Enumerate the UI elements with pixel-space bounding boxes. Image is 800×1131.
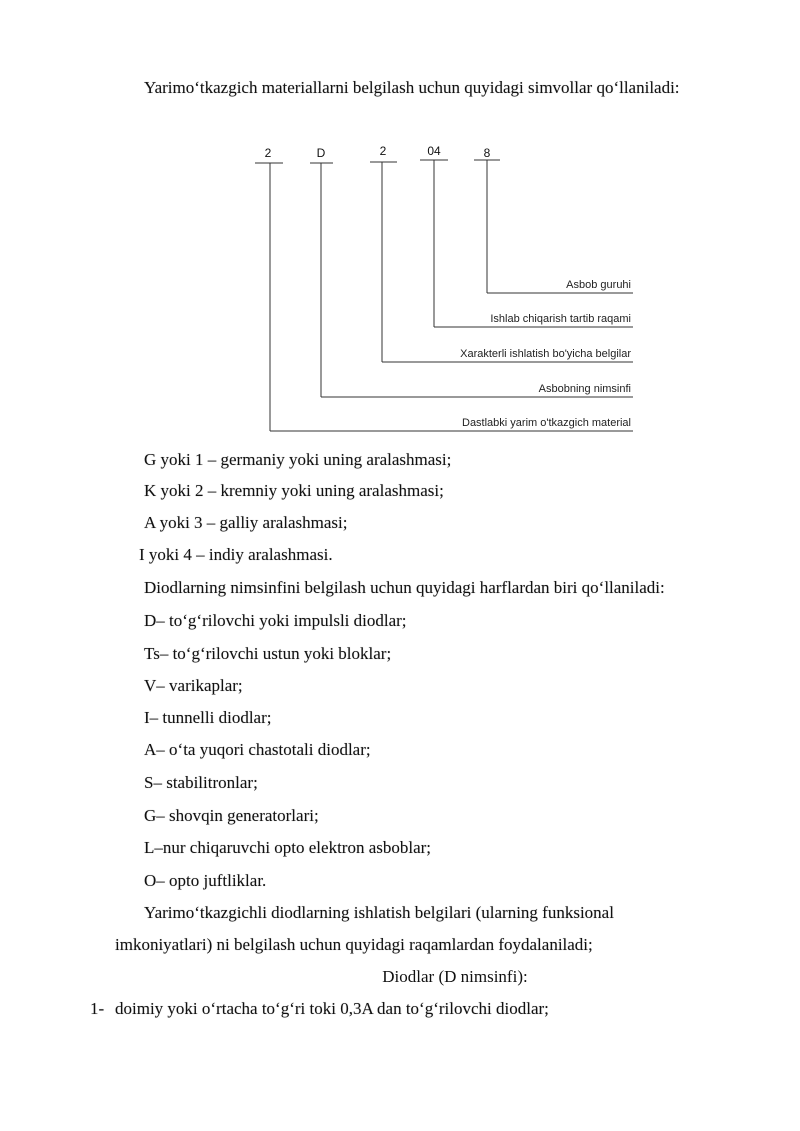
- code-subclass: D: [316, 146, 326, 160]
- material-gallium: A yoki 3 – galliy aralashmasi;: [144, 513, 348, 532]
- subclass-item: Ts– to‘g‘rilovchi ustun yoki bloklar;: [144, 644, 392, 663]
- numbered-item-text: doimiy yoki o‘rtacha to‘g‘ri toki 0,3A dan to‘g‘rilovchi diodlar;: [115, 999, 549, 1018]
- subclass-item: A– o‘ta yuqori chastotali diodlar;: [144, 740, 371, 759]
- label-material: Dastlabki yarim o'tkazgich material: [462, 417, 631, 429]
- marking-diagram: [0, 0, 800, 450]
- usage-paragraph-line1: Yarimo‘tkazgichli diodlarning ishlatish belgilari (ularning funksional: [144, 903, 614, 922]
- subclass-item: I– tunnelli diodlar;: [144, 708, 272, 727]
- material-indium: I yoki 4 – indiy aralashmasi.: [139, 545, 333, 564]
- code-material: 2: [264, 146, 272, 160]
- code-group: 8: [483, 146, 491, 160]
- subclass-item: D– to‘g‘rilovchi yoki impulsli diodlar;: [144, 611, 407, 630]
- subclass-intro: Diodlarning nimsinfini belgilash uchun quyidagi harflardan biri qo‘llaniladi:: [144, 578, 665, 597]
- label-serial: Ishlab chiqarish tartib raqami: [490, 313, 631, 325]
- code-serial: 04: [427, 144, 441, 158]
- subclass-item: O– opto juftliklar.: [144, 871, 267, 890]
- label-usage: Xarakterli ishlatish bo'yicha belgilar: [460, 348, 631, 360]
- usage-paragraph-line2: imkoniyatlari) ni belgilash uchun quyidagi raqamlardan foydalaniladi;: [115, 935, 593, 954]
- section-title: Diodlar (D nimsinfi):: [382, 967, 528, 986]
- intro-text: Yarimo‘tkazgich materiallarni belgilash uchun quyidagi simvollar qo‘llaniladi:: [144, 78, 680, 97]
- subclass-item: V– varikaplar;: [144, 676, 243, 695]
- label-subclass: Asbobning nimsinfi: [538, 383, 631, 395]
- subclass-item: L–nur chiqaruvchi opto elektron asboblar;: [144, 838, 432, 857]
- subclass-item: S– stabilitronlar;: [144, 773, 258, 792]
- subclass-item: G– shovqin generatorlari;: [144, 806, 319, 825]
- label-group: Asbob guruhi: [566, 279, 631, 291]
- material-germanium: G yoki 1 – germaniy yoki uning aralashmasi;: [144, 450, 452, 469]
- numbered-item-number: 1-: [90, 999, 105, 1018]
- material-silicon: K yoki 2 – kremniy yoki uning aralashmasi;: [144, 481, 444, 500]
- code-usage: 2: [379, 144, 387, 158]
